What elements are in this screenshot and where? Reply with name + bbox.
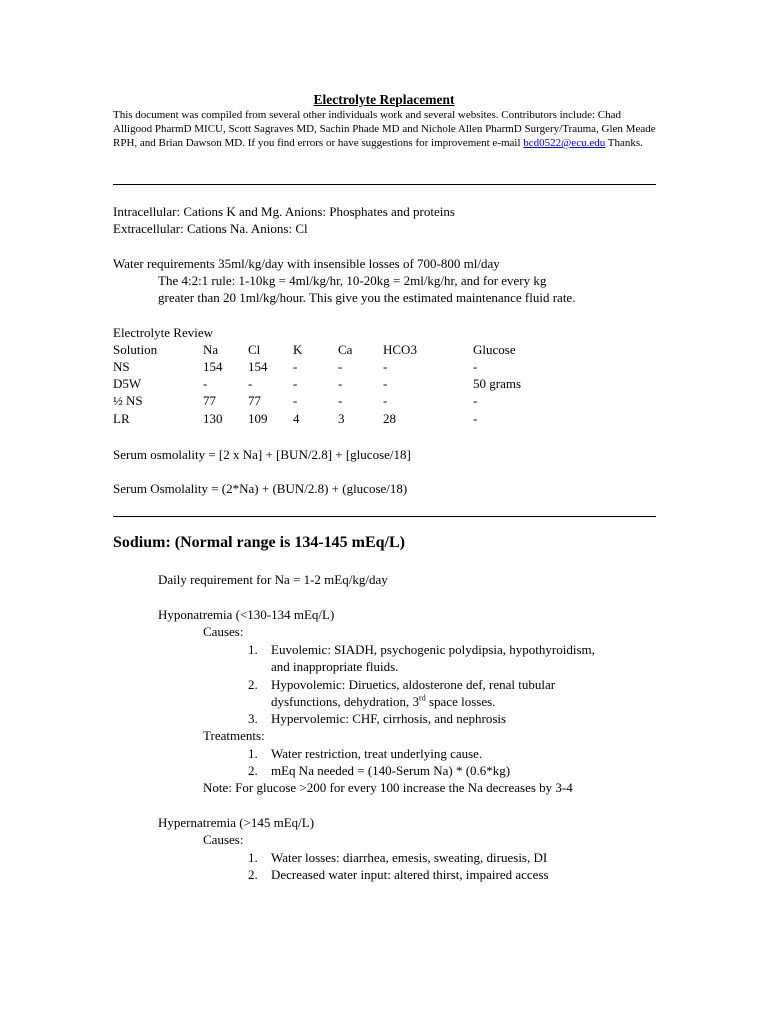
glucose-note: Note: For glucose >200 for every 100 increase the Na decreases by 3-4: [203, 780, 573, 795]
water-requirements: Water requirements 35ml/kg/day with insensible losses of 700-800 ml/day: [113, 256, 500, 271]
table-cell: -: [383, 376, 388, 391]
hypo-cause-hypovolemic-text: dysfunctions, dehydration, 3: [271, 694, 420, 709]
hyper-cause-water-losses: Water losses: diarrhea, emesis, sweating, diruesis, DI: [271, 850, 548, 865]
header-glucose: Glucose: [473, 342, 516, 357]
table-cell: 4: [293, 411, 300, 426]
rule-421-line2: greater than 20 1ml/kg/hour. This give you the estimated maintenance fluid rate.: [158, 290, 576, 305]
intro-text: This document was compiled from several other individuals work and several websites. Contributors include: Chad Alligood PharmD MICU, Scott Sagraves MD, Sachin Phade MD and Nichole Allen PharmD Surgery/Trauma, Glen Meade RPH, and Brian Dawson MD. If you find errors or have suggestions for improvement e-mail: [113, 109, 656, 149]
table-cell: 154: [203, 359, 223, 374]
list-number: 1.: [248, 850, 258, 865]
osmolality-formula-1: Serum osmolality = [2 x Na] + [BUN/2.8] + [glucose/18]: [113, 447, 411, 462]
table-cell: -: [293, 376, 298, 391]
hyponatremia-title: Hyponatremia (<130-134 mEq/L): [158, 607, 335, 622]
treatment-1: Water restriction, treat underlying cause.: [271, 746, 483, 761]
table-cell: -: [383, 359, 388, 374]
divider-bottom: [113, 516, 656, 517]
list-number: 1.: [248, 746, 258, 761]
document-title: Electrolyte Replacement: [313, 92, 455, 107]
table-cell: -: [248, 376, 253, 391]
table-cell: -: [338, 359, 343, 374]
table-cell: -: [293, 393, 298, 408]
table-cell: 109: [248, 411, 268, 426]
hypo-cause-euvolemic-cont: and inappropriate fluids.: [271, 659, 399, 674]
table-cell: 50 grams: [473, 376, 522, 391]
header-na: Na: [203, 342, 219, 357]
header-ca: Ca: [338, 342, 353, 357]
table-cell: -: [338, 393, 343, 408]
sodium-daily-requirement: Daily requirement for Na = 1-2 mEq/kg/day: [158, 572, 388, 587]
hypernatremia-causes-label: Causes:: [203, 832, 244, 847]
table-cell: 130: [203, 411, 223, 426]
list-number: 2.: [248, 677, 258, 692]
rule-421-line1: The 4:2:1 rule: 1-10kg = 4ml/kg/hr, 10-20kg = 2ml/kg/hr, and for every kg: [158, 273, 547, 288]
intracellular-line: Intracellular: Cations K and Mg. Anions: Phosphates and proteins: [113, 204, 455, 219]
treatments-label: Treatments:: [203, 728, 265, 743]
table-cell: 77: [248, 393, 261, 408]
hypo-cause-hypovolemic-cont: [271, 693, 495, 710]
hypo-cause-hypovolemic: Hypovolemic: Diruetics, aldosterone def, renal tubular: [271, 677, 556, 692]
table-cell: 28: [383, 411, 396, 426]
intro-paragraph: [113, 108, 658, 150]
table-cell: -: [473, 411, 478, 426]
email-link[interactable]: bcd0522@ecu.edu: [523, 137, 606, 149]
table-cell: -: [473, 359, 478, 374]
sodium-heading: Sodium: (Normal range is 134-145 mEq/L): [113, 534, 405, 551]
list-number: 3.: [248, 711, 258, 726]
hyper-cause-decreased-input: Decreased water input: altered thirst, impaired access: [271, 867, 549, 882]
table-cell: 3: [338, 411, 345, 426]
header-solution: Solution: [113, 342, 158, 357]
table-cell: ½ NS: [113, 393, 143, 408]
table-cell: 77: [203, 393, 216, 408]
list-number: 1.: [248, 642, 258, 657]
table-cell: -: [203, 376, 208, 391]
table-cell: 154: [248, 359, 268, 374]
treatment-2: mEq Na needed = (140-Serum Na) * (0.6*kg): [271, 763, 511, 778]
list-number: 2.: [248, 867, 258, 882]
hypernatremia-title: Hypernatremia (>145 mEq/L): [158, 815, 315, 830]
osmolality-formula-2: Serum Osmolality = (2*Na) + (BUN/2.8) + (glucose/18): [113, 481, 408, 496]
table-cell: -: [338, 376, 343, 391]
table-cell: -: [293, 359, 298, 374]
divider-top: [113, 184, 656, 185]
hypo-cause-euvolemic: Euvolemic: SIADH, psychogenic polydipsia, hypothyroidism,: [271, 642, 595, 657]
hypo-cause-hypervolemic: Hypervolemic: CHF, cirrhosis, and nephrosis: [271, 711, 507, 726]
header-hco3: HCO3: [383, 342, 417, 357]
table-cell: NS: [113, 359, 130, 374]
ordinal-suffix: rd: [419, 693, 426, 703]
hyponatremia-causes-label: Causes:: [203, 624, 244, 639]
extracellular-line: Extracellular: Cations Na. Anions: Cl: [113, 221, 308, 236]
hypo-cause-hypovolemic-end: space losses.: [425, 694, 496, 709]
header-cl: Cl: [248, 342, 261, 357]
header-k: K: [293, 342, 303, 357]
table-cell: -: [473, 393, 478, 408]
table-cell: D5W: [113, 376, 142, 391]
list-number: 2.: [248, 763, 258, 778]
table-cell: -: [383, 393, 388, 408]
table-cell: LR: [113, 411, 130, 426]
electrolyte-review-title: Electrolyte Review: [113, 325, 213, 340]
intro-end: Thanks.: [605, 137, 643, 149]
